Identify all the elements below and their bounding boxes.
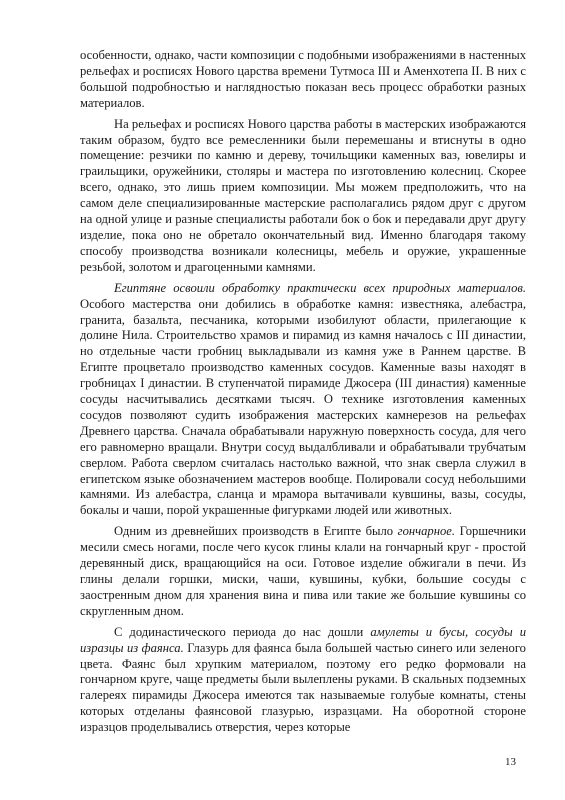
paragraph-1 — [80, 48, 526, 112]
emphasized-text: гончарное. — [397, 524, 456, 539]
emphasized-text: амулеты и бусы, сосуды и изразцы из фаянса. — [80, 624, 526, 655]
paragraph-4 — [80, 524, 526, 619]
paragraph-3 — [80, 281, 526, 520]
paragraph-text: На рельефах и росписях Нового царства работы в мастерских изображаются таким образом, будто все ремесленники были перемешаны и втиснуты в одно помещение: резчики по камню и дереву, точильщики каменных ваз, ювелиры и граильщики, оружейники, столяры и мастера по изготовлению колесниц. Скорее всего, однако, это лишь прием композиции. Мы можем предположить, что на самом деле специализированные мастерские располагались рядом друг с другом на одной улице и разные специалисты работали бок о бок и передавали друг другу изделие, пока оно не обретало окончательный вид. Именно благодаря такому способу производства возникали колесницы, мебель и оружие, украшенные резьбой, золотом и драгоценными камнями. — [80, 116, 526, 274]
page-number: 13 — [505, 756, 516, 768]
document-page — [80, 48, 526, 736]
paragraph-text: Особого мастерства они добились в обработке камня: известняка, алебастра, гранита, базальта, песчаника, которыми изобилуют области, прилегающие к долине Нила. Строительство храмов и пирамид из камня началось с III династии, но отдельные части гробниц выкладывали из камня уже в Раннем царстве. В Египте процветало производство каменных сосудов. Каменные вазы находят в гробницах I династии. В ступенчатой пирамиде Джосера (III династия) каменные сосуды насчитывались десятками тысяч. О технике изготовления каменных сосудов позволяют судить изображения мастерских камнерезов на рельефах Древнего царства. Сначала обрабатывали наружную поверхность сосуда, для чего его равномерно вращали. Внутри сосуд выдалбливали и обрабатывали трубчатым сверлом. Работа сверлом считалась настолько важной, что знак сверла служил в египетском языке обозначением мастеров вообще. Полировали сосуд небольшими камнями. Из алебастра, сланца и мрамора вытачивали кувшины, вазы, сосуды, бокалы и чаши, порой украшенные фигурками людей или животных. — [80, 296, 526, 518]
paragraph-text: Глазурь для фаянса была большей частью синего или зеленого цвета. Фаянс был хрупким материалом, поэтому его редко формовали на гончарном круге, чаще предметы были вылеплены руками. В скальных подземных галереях пирамиды Джосера имеются так называемые голубые комнаты, стены которых отделаны фаянсовой глазурью, изразцами. На оборотной стороне изразцов проделывались отверстия, через которые — [80, 640, 526, 735]
paragraph-text: особенности, однако, части композиции с подобными изображениями в настенных рельефах и росписях Нового царства времени Тутмоса III и Аменхотепа II. В них с большой подробностью и наглядностью показан весь процесс обработки разных материалов. — [80, 48, 526, 110]
paragraph-text: Одним из древнейших производств в Египте было — [114, 524, 398, 539]
paragraph-text: С додинастического периода до нас дошли — [114, 624, 371, 639]
paragraph-5 — [80, 625, 526, 736]
paragraph-2 — [80, 117, 526, 276]
paragraph-text: Горшечники месили смесь ногами, после чего кусок глины клали на гончарный круг - простой деревянный диск, вращающийся на оси. Готовое изделие обжигали в печи. Из глины делали горшки, миски, чаши, кувшины, кубки, большие сосуды с заостренным дном для хранения вина и пива или такие же большие кувшины со скругленным дном. — [80, 524, 526, 618]
emphasized-text: Египтяне освоили обработку практически всех природных материалов. — [114, 280, 526, 295]
